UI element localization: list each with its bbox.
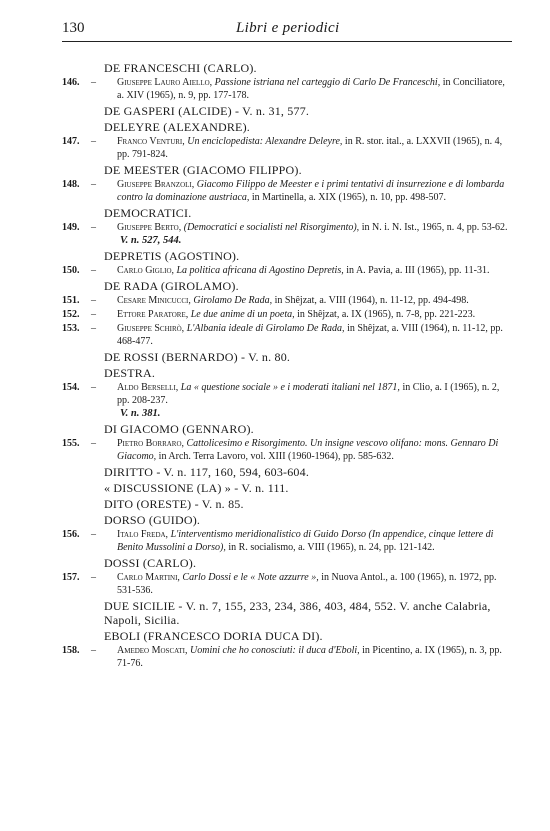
entry-author: Pietro Borraro, — [117, 438, 185, 449]
bibliography-entry — [62, 178, 512, 204]
bibliography-entry — [62, 571, 512, 597]
entry-author: Carlo Giglio, — [117, 265, 174, 276]
entry-publication: in Nuova Antol., a. 100 (1965), n. 1972, pp. 531-536. — [117, 572, 497, 596]
entry-dash: – — [91, 438, 96, 449]
entry-number: 152. — [62, 309, 80, 320]
bibliography-body — [62, 59, 512, 670]
bibliography-entry — [62, 264, 512, 277]
entry-author: Ettore Paratore, — [117, 309, 189, 320]
running-header — [62, 20, 512, 40]
entry-number: 156. — [62, 529, 80, 540]
section-heading: DE RADA (GIROLAMO). — [104, 279, 239, 293]
entry-publication: in Martinella, a. XIX (1965), n. 10, pp. 498-507. — [251, 192, 447, 203]
entry-title: Uomini che ho conosciuti: il duca d'Eboli, — [190, 645, 360, 656]
entry-author: Aldo Berselli, — [117, 382, 179, 393]
entry-dash: – — [91, 265, 96, 276]
section-heading: DUE SICILIE - V. n. 7, 155, 233, 234, 386, 403, 484, 552. V. anche Calabria, Napoli, Sicilia. — [104, 599, 491, 627]
entry-title: Carlo Dossi e le « Note azzurre », — [182, 572, 319, 583]
entry-dash: – — [91, 529, 96, 540]
entry-author: Giuseppe Berto, — [117, 222, 182, 233]
bibliography-entry — [62, 528, 512, 554]
entry-dash: – — [91, 77, 96, 88]
section-heading: DE GASPERI (ALCIDE) - V. n. 31, 577. — [104, 104, 310, 118]
section-heading: DELEYRE (ALEXANDRE). — [104, 120, 250, 134]
section-heading: DITO (ORESTE) - V. n. 85. — [104, 497, 244, 511]
entry-title: L'interventismo meridionalistico di Guido Dorso (In appendice, cinque lettere di Benito Mussolini a Dorso), — [117, 529, 494, 553]
entry-number: 146. — [62, 77, 80, 88]
entry-publication: in A. Pavia, a. III (1965), pp. 11-31. — [346, 265, 490, 276]
section-heading: DIRITTO - V. n. 117, 160, 594, 603-604. — [104, 465, 310, 479]
entry-dash: – — [91, 323, 96, 334]
entry-title: La politica africana di Agostino Depretis, — [176, 265, 344, 276]
entry-publication: in R. socialismo, a. VIII (1965), n. 24, pp. 121-142. — [228, 542, 435, 553]
section-heading: DI GIACOMO (GENNARO). — [104, 422, 254, 436]
section-heading: « DISCUSSIONE (LA) » - V. n. 111. — [104, 481, 289, 495]
bibliography-entry — [62, 437, 512, 463]
entry-number: 151. — [62, 295, 80, 306]
entry-publication: in Conciliatore, a. XIV (1965), n. 9, pp. 177-178. — [117, 77, 505, 101]
bibliography-entry — [62, 322, 512, 348]
bibliography-entry — [62, 381, 512, 420]
entry-title: La « questione sociale » e i moderati italiani nel 1871, — [180, 382, 400, 393]
bibliography-entry — [62, 308, 512, 321]
section-heading: DEMOCRATICI. — [104, 206, 192, 220]
section-heading: EBOLI (FRANCESCO DORIA DUCA DI). — [104, 629, 323, 643]
entry-title: L'Albania ideale di Girolamo De Rada, — [186, 323, 345, 334]
entry-author: Giuseppe Branzoli, — [117, 179, 195, 190]
entry-title: Giacomo Filippo de Meester e i primi tentativi di insurrezione e di lombarda contro la dominazione austriaca, — [117, 179, 505, 203]
entry-publication: in Shêjzat, a. VIII (1964), n. 11-12, pp. 468-477. — [117, 323, 503, 347]
entry-publication: in Picentino, a. IX (1965), n. 3, pp. 71-76. — [117, 645, 502, 669]
bibliography-entry — [62, 76, 512, 102]
entry-author: Carlo Martini, — [117, 572, 180, 583]
entry-number: 153. — [62, 323, 80, 334]
section-heading: DOSSI (CARLO). — [104, 556, 197, 570]
section-heading: DEPRETIS (AGOSTINO). — [104, 249, 240, 263]
entry-number: 157. — [62, 572, 80, 583]
bibliography-entry — [62, 644, 512, 670]
entry-title: (Democratici e socialisti nel Risorgimento), — [183, 222, 360, 233]
entry-author: Cesare Minicucci, — [117, 295, 191, 306]
entry-dash: – — [91, 136, 96, 147]
entry-publication: in Arch. Terra Lavoro, vol. XIII (1960-1964), pp. 585-632. — [158, 451, 394, 462]
page-number: 130 — [62, 20, 85, 36]
entry-cross-reference: V. n. 527, 544. — [120, 235, 182, 246]
entry-dash: – — [91, 295, 96, 306]
entry-publication: in Shêjzat, a. IX (1965), n. 7-8, pp. 221-223. — [297, 309, 476, 320]
section-heading: DE FRANCESCHI (CARLO). — [104, 61, 257, 75]
section-heading: DE ROSSI (BERNARDO) - V. n. 80. — [104, 350, 291, 364]
entry-dash: – — [91, 572, 96, 583]
entry-dash: – — [91, 382, 96, 393]
section-heading: DE MEESTER (GIACOMO FILIPPO). — [104, 163, 302, 177]
entry-dash: – — [91, 222, 96, 233]
entry-author: Amedeo Moscati, — [117, 645, 188, 656]
entry-number: 148. — [62, 179, 80, 190]
entry-author: Giuseppe Schirò, — [117, 323, 185, 334]
bibliography-entry — [62, 135, 512, 161]
entry-publication: in N. i. N. Ist., 1965, n. 4, pp. 53-62. — [361, 222, 508, 233]
entry-number: 154. — [62, 382, 80, 393]
header-rule — [62, 41, 512, 42]
entry-number: 147. — [62, 136, 80, 147]
entry-dash: – — [91, 179, 96, 190]
running-title: Libri e periodici — [236, 20, 340, 36]
entry-author: Giuseppe Lauro Aiello, — [117, 77, 213, 88]
bibliography-entry — [62, 294, 512, 307]
entry-author: Italo Freda, — [117, 529, 169, 540]
entry-title: Passione istriana nel carteggio di Carlo De Franceschi, — [214, 77, 441, 88]
entry-author: Franco Venturi, — [117, 136, 185, 147]
entry-publication: in R. stor. ital., a. LXXVII (1965), n. 4, pp. 791-824. — [117, 136, 503, 160]
entry-cross-reference: V. n. 381. — [120, 408, 161, 419]
entry-publication: in Clio, a. I (1965), n. 2, pp. 208-237. — [117, 382, 500, 406]
entry-title: Un enciclopedista: Alexandre Deleyre, — [187, 136, 343, 147]
entry-number: 150. — [62, 265, 80, 276]
entry-title: Cattolicesimo e Risorgimento. Un insigne vescovo olifano: mons. Gennaro Di Giacomo, — [117, 438, 499, 462]
entry-number: 149. — [62, 222, 80, 233]
entry-dash: – — [91, 309, 96, 320]
section-heading: DESTRA. — [104, 366, 156, 380]
entry-title: Le due anime di un poeta, — [190, 309, 295, 320]
entry-number: 155. — [62, 438, 80, 449]
entry-publication: in Shêjzat, a. VIII (1964), n. 11-12, pp. 494-498. — [274, 295, 469, 306]
section-heading: DORSO (GUIDO). — [104, 513, 201, 527]
bibliography-entry — [62, 221, 512, 247]
entry-title: Girolamo De Rada, — [193, 295, 273, 306]
entry-number: 158. — [62, 645, 80, 656]
entry-dash: – — [91, 645, 96, 656]
